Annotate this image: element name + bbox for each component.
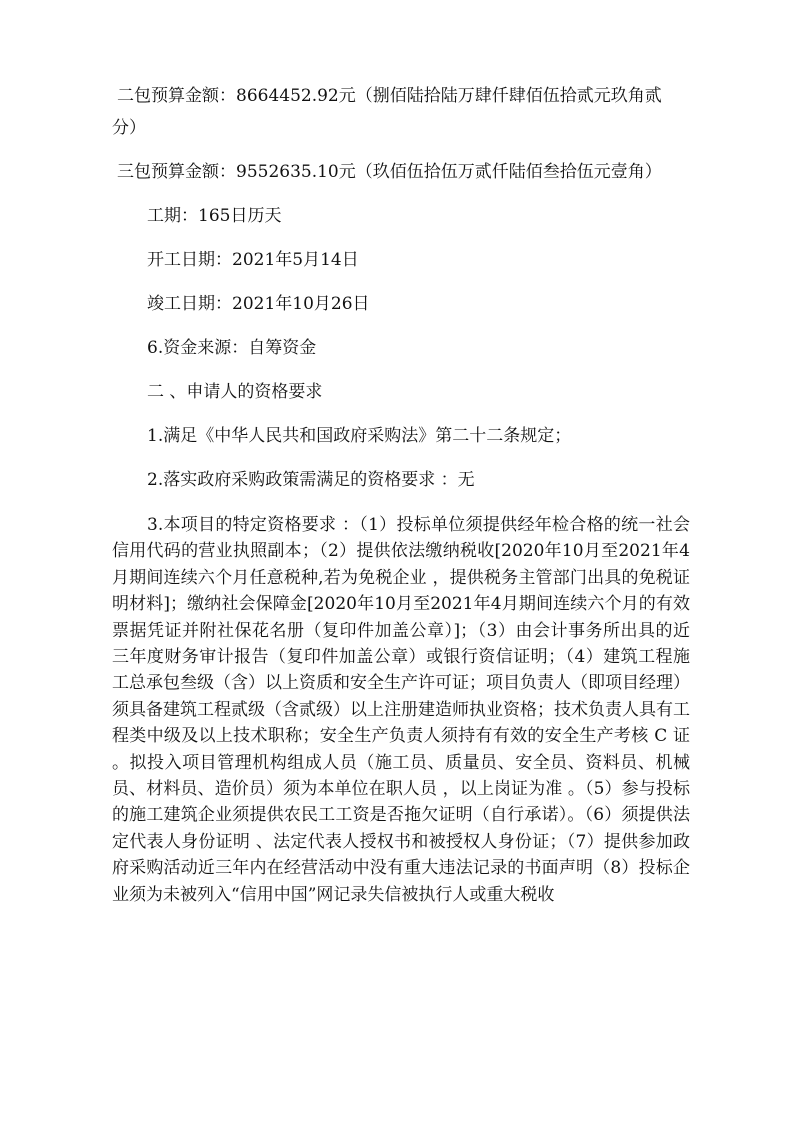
completion-date: 竣工日期：2021年10月26日 [147, 294, 370, 314]
start-date: 开工日期：2021年5月14日 [147, 250, 359, 270]
requirement-1: 1.满足《中华人民共和国政府采购法》第二十二条规定； [147, 426, 572, 446]
package2-budget-continued: 分） [112, 118, 146, 138]
funding-source: 6.资金来源：自筹资金 [147, 338, 317, 358]
requirement-2: 2.落实政府采购政策需满足的资格要求 ：无 [147, 470, 475, 490]
package3-budget: 三包预算金额：9552635.10元（玖佰伍拾伍万贰仟陆佰叁拾伍元壹角） [117, 162, 662, 182]
requirement-3-paragraph: 3.本项目的特定资格要求 ：（1）投标单位须提供经年检合格的统一社会信用代码的营业执照副本；（2）提供依法缴纳税收[2020年10月至2021年4月期间连续六个月任意税种,若为免税企业 ，提供税务主管部门出具的免税证明材料]；缴纳社会保障金[2020年10月至2021年4月期间连续六个月的有效票据凭证并附社保花名册（复印件加盖公章）]；（3）由会计事务所出具的近三年度财务审计报告（复印件加盖公章）或银行资信证明；（4）建筑工程施工总承包叁级（含）以上资质和安全生产许可证；项目负责人（即项目经理）须具备建筑工程贰级（含贰级）以上注册建造师执业资格；技术负责人具有工程类中级及以上技术职称；安全生产负责人须持有有效的安全生产考核 C 证 。拟投入项目管理机构组成人员（施工员、质量员、安全员、资料员、机械员、材料员、造价员）须为本单位在职人员 ，以上岗证为准 。（5）参与投标的施工建筑企业须提供农民工工资是否拖欠证明（自行承诺）。（6）须提供法定代表人身份证明 、法定代表人授权书和被授权人身份证；（7）提供参加政府采购活动近三年内在经营活动中没有重大违法记录的书面声明（8）投标企业须为未被列入“信用中国”网记录失信被执行人或重大税收 [112, 515, 690, 905]
package2-budget: 二包预算金额：8664452.92元（捌佰陆拾陆万肆仟肆佰伍拾贰元玖角贰 [117, 86, 662, 106]
construction-duration: 工期：165日历天 [147, 206, 282, 226]
section-heading-qualifications: 二 、申请人的资格要求 [147, 382, 323, 402]
